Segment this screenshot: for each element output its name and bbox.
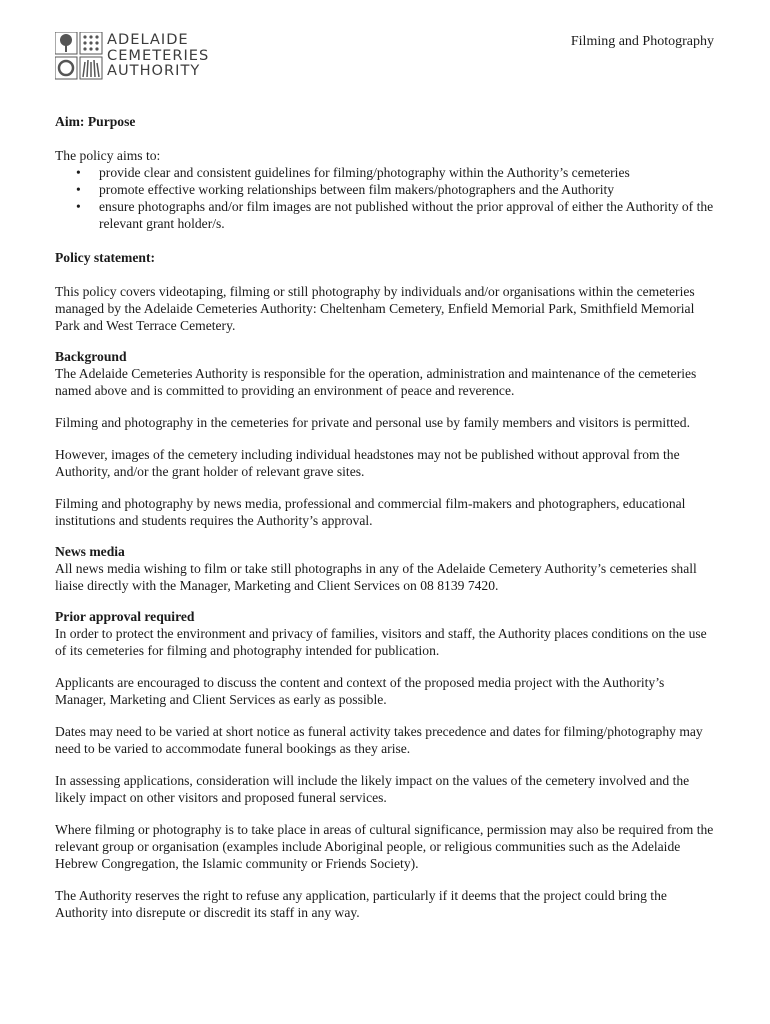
prior-approval-heading: Prior approval required — [55, 609, 195, 624]
list-item — [55, 164, 717, 181]
prior-approval-paragraph: Dates may need to be varied at short notice as funeral activity takes precedence and dates for filming/photography may need to be varied to accommodate funeral bookings as they arise. — [55, 724, 703, 756]
prior-approval-paragraph: Where filming or photography is to take place in areas of cultural significance, permission may also be required from the relevant group or organisation (examples include Aboriginal people, or religious communities such as the Adelaide Hebrew Congregation, the Islamic community or Friends Society). — [55, 822, 714, 871]
logo-line: AUTHORITY — [107, 62, 201, 80]
background-paragraph: The Adelaide Cemeteries Authority is responsible for the operation, administration and maintenance of the cemeteries named above and is committed to providing an environment of peace and reverence. — [55, 366, 697, 398]
logo-emblem-icon — [55, 32, 103, 80]
prior-approval-paragraph: Applicants are encouraged to discuss the content and context of the proposed media project with the Authority’s Manager, Marketing and Client Services as early as possible. — [55, 675, 665, 707]
list-item-text: provide clear and consistent guidelines for filming/photography within the Authority’s cemeteries — [99, 165, 630, 180]
list-item — [55, 198, 717, 232]
logo-wordmark — [107, 32, 209, 79]
news-media-heading: News media — [55, 544, 125, 559]
bullet-icon: • — [76, 199, 81, 214]
document-title: Filming and Photography — [570, 34, 714, 49]
aim-bullet-list — [55, 164, 717, 232]
list-item-text: ensure photographs and/or film images are not published without the prior approval of either the Authority of the relevant grant holder/s. — [99, 199, 714, 231]
bullet-icon: • — [76, 182, 81, 197]
aim-heading: Aim: Purpose — [55, 114, 136, 129]
list-item — [55, 181, 717, 198]
background-heading: Background — [55, 349, 127, 364]
background-paragraph: However, images of the cemetery including individual headstones may not be published without approval from the Authority, and/or the grant holder of relevant grave sites. — [55, 447, 680, 479]
document-body — [55, 113, 717, 936]
policy-text: This policy covers videotaping, filming or still photography by individuals and/or organisations within the cemeteries managed by the Adelaide Cemeteries Authority: Cheltenham Cemetery, Enfield Memorial Park, Smithfield Memorial Park and West Terrace Cemetery. — [55, 284, 695, 333]
news-media-text: All news media wishing to film or take still photographs in any of the Adelaide Cemetery Authority’s cemeteries shall liaise directly with the Manager, Marketing and Client Services on 08 8139 7420. — [55, 561, 697, 593]
prior-approval-paragraph: In order to protect the environment and privacy of families, visitors and staff, the Authority places conditions on the use of its cemeteries for filming and photography intended for publication. — [55, 626, 707, 658]
authority-logo — [55, 32, 225, 84]
list-item-text: promote effective working relationships between film makers/photographers and the Authority — [99, 182, 615, 197]
prior-approval-paragraph: In assessing applications, consideration will include the likely impact on the values of the cemetery involved and the likely impact on other visitors and proposed funeral services. — [55, 773, 690, 805]
background-paragraph: Filming and photography by news media, professional and commercial film-makers and photographers, educational institutions and students requires the Authority’s approval. — [55, 496, 686, 528]
logo-line: CEMETERIES — [107, 46, 210, 64]
policy-heading: Policy statement: — [55, 250, 156, 265]
background-paragraph: Filming and photography in the cemeteries for private and personal use by family members and visitors is permitted. — [55, 415, 690, 430]
logo-line: ADELAIDE — [107, 31, 189, 48]
prior-approval-paragraph: The Authority reserves the right to refuse any application, particularly if it deems that the project could bring the Authority into disrepute or discredit its staff in any way. — [55, 888, 667, 920]
bullet-icon: • — [76, 165, 81, 180]
aim-intro: The policy aims to: — [55, 148, 161, 163]
